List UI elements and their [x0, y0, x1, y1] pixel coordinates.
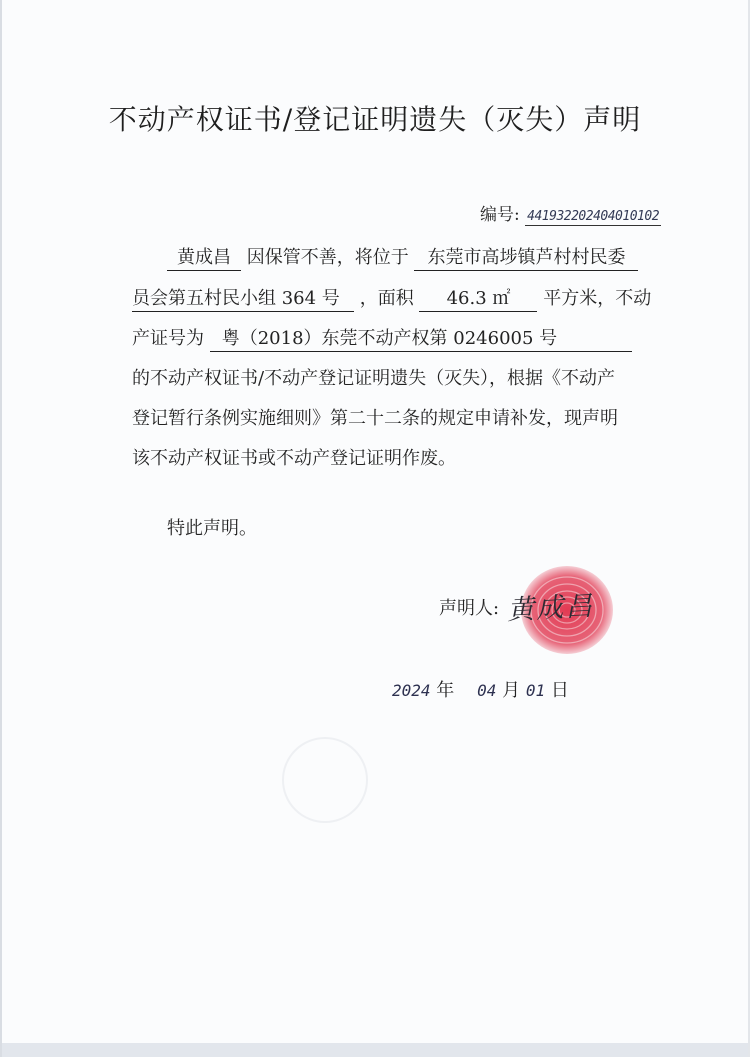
location-part-2: 员会第五村民小组 364 号 [132, 284, 354, 312]
date-line [392, 676, 569, 702]
location-part-1: 东莞市高埗镇芦村村民委 [414, 243, 638, 271]
date-day-char: 日 [550, 680, 569, 701]
owner-name: 黄成昌 [167, 243, 241, 271]
closing-statement: 特此声明。 [167, 518, 257, 539]
declarant-label: 声明人: [439, 598, 500, 619]
document-title: 不动产权证书/登记证明遗失（灭失）声明 [108, 103, 642, 136]
date-year-char: 年 [436, 680, 455, 701]
cert-number: 粤（2018）东莞不动产权第 0246005 号 [210, 324, 632, 352]
area-unit: 平方米，不动 [543, 288, 652, 309]
body-text-1: 因保管不善，将位于 [246, 247, 409, 268]
serial-label: 编号: [480, 205, 520, 225]
area-value: 46.3 ㎡ [419, 284, 537, 312]
body-line-3 [132, 324, 632, 352]
area-text: ，面积 [359, 288, 414, 309]
declarant-signature: 黄成昌 [506, 590, 595, 627]
serial-number [480, 200, 661, 225]
cert-text: 产证号为 [132, 328, 204, 349]
date-day: 01 [525, 681, 546, 700]
date-year: 2024 [392, 681, 431, 700]
body-line-6: 该不动产权证书或不动产登记证明作废。 [132, 448, 456, 469]
body-line-4: 的不动产权证书/不动产登记证明遗失（灭失），根据《不动产 [132, 368, 616, 389]
faint-seal-icon [280, 735, 370, 825]
scan-edge [2, 1043, 748, 1057]
date-month-char: 月 [502, 680, 521, 701]
body-line-1 [167, 243, 638, 271]
body-line-5: 登记暂行条例实施细则》第二十二条的规定申请补发，现声明 [132, 408, 618, 429]
serial-value: 441932202404010102 [527, 209, 660, 224]
body-line-2 [132, 284, 651, 312]
date-month: 04 [477, 681, 497, 700]
